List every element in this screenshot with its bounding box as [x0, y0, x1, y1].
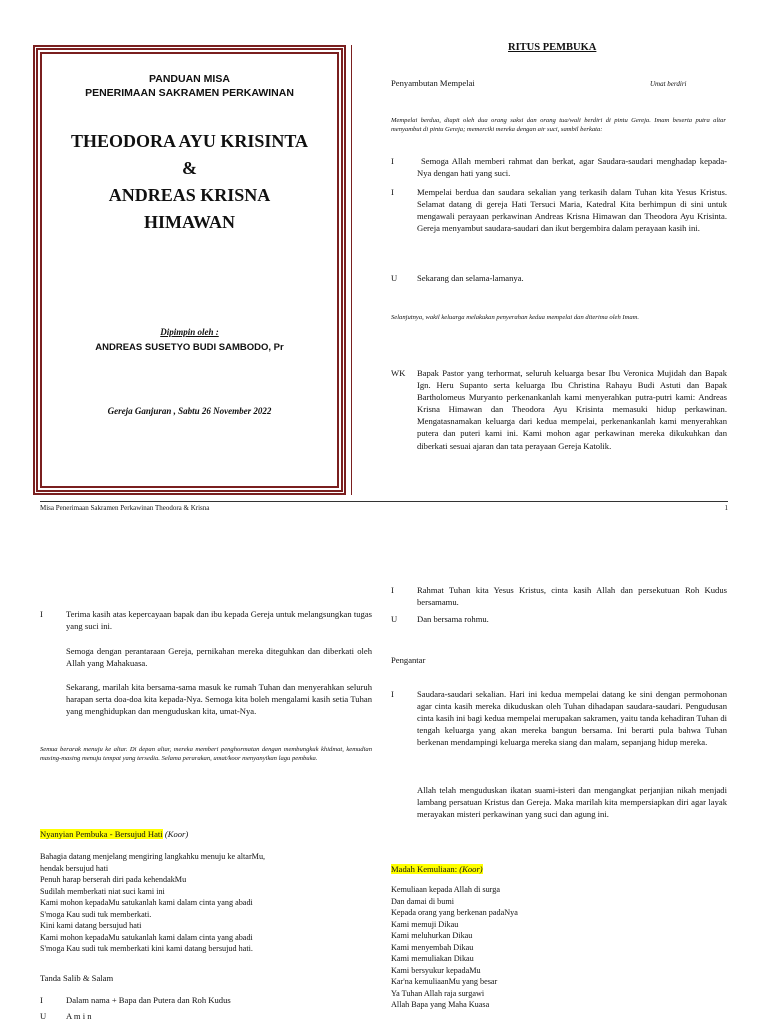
footer-page-number: 1: [724, 504, 728, 512]
rubric-welcome: Mempelai berdua, diapit oleh dua orang saksi dan orang tua/wali berdiri di pintu Gereja. Imam beserta putra altar menyambut di pintu Gereja; memerciki mereka dengan air suci, sambil berkata:: [391, 117, 726, 133]
priest-welcome-text: Mempelai berdua dan saudara sekalian yang terkasih dalam Tuhan kita Yesus Kristus. Selamat datang di gereja Hati Tersuci Maria, Katedral Kita berhimpun di sini untuk mengawali perayaan perkawinan Andreas Krisna Himawan dan Theodora Ayu Krisinta. Gereja menyambut saudara-saudari dan ikut bergembira dalam perayaan kasih ini.: [417, 187, 727, 234]
role-marker: I: [391, 585, 394, 595]
lyric-line: Kami memuji Dikau: [391, 919, 459, 929]
role-marker: I: [391, 689, 394, 699]
lyric-line: Kar'na kemuliaanMu yang besar: [391, 977, 498, 986]
church-and-date: Gereja Ganjuran , Sabtu 26 November 2022: [107, 406, 272, 416]
priest-blessing-text: Semoga Allah memberi rahmat dan berkat, agar Saudara-saudari menghadap kepada-Nya dengan hati yang suci.: [417, 156, 727, 179]
cover-guide-line-1: PANDUAN MISA: [149, 73, 230, 85]
gloria-lyrics: [391, 884, 721, 1011]
introduction-paragraph-2: Allah telah menguduskan ikatan suami-isteri dan mengangkat perjanjian nikah menjadi lambang persatuan Kristus dan Gereja. Maka marilah kita mempersiapkan diri agar layak merayakan misteri perkawinan yang suci dan agung ini.: [417, 785, 727, 820]
lyric-line: S'moga Kau sudi tuk memberkati kini kami datang bersujud hati.: [40, 944, 253, 953]
booklet-page-2: [0, 520, 768, 1024]
role-marker: I: [40, 995, 43, 1005]
priest-invitation-paragraph: Sekarang, marilah kita bersama-sama masuk ke rumah Tuhan dan menyerahkan seluruh harapan serta doa-doa kita kepada-Nya. Semoga kita boleh mengalami kasih setia Tuhan yang menghidupkan dan menguduskan kita, umat-Nya.: [66, 682, 372, 717]
choir-note: (Koor): [164, 829, 189, 839]
sign-of-cross-heading: Tanda Salib & Salam: [40, 973, 114, 983]
lyric-line: Kemuliaan kepada Allah di surga: [391, 885, 500, 894]
lyric-line: S'moga Kau sudi tuk memberkati.: [40, 909, 152, 919]
priest-blessing-paragraph: Semoga dengan perantaraan Gereja, pernikahan mereka diteguhkan dan diberkati oleh Allah yang Mahakuasa.: [66, 646, 372, 669]
lyric-line: Sudilah memberkati niat suci kami ini: [40, 886, 165, 896]
page-divider-line: [351, 45, 352, 495]
lyric-line: Kami menyembah Dikau: [391, 942, 474, 952]
role-marker: I: [391, 156, 394, 166]
lyric-line: Kepada orang yang berkenan padaNya: [391, 908, 518, 917]
rubric-procession: Semua berarak menuju ke altar. Di depan altar, mereka memberi penghormatan dengan membungkuk khidmat, kemudian masing-masing menuju tempat yang tersedia. Selama perarakan, umat/koor menyanyikan lagu pembuka.: [40, 746, 372, 762]
celebrant-name: ANDREAS SUSETYO BUDI SAMBODO, Pr: [95, 342, 284, 353]
posture-note: Umat berdiri: [650, 80, 687, 88]
introduction-heading: Pengantar: [391, 655, 426, 665]
lyric-line: Kami mohon kepadaMu satukanlah kami dalam cinta yang abadi: [40, 898, 253, 907]
lyric-line: Kini kami datang bersujud hati: [40, 921, 142, 930]
priest-thanks-text: Terima kasih atas kepercayaan bapak dan ibu kepada Gereja untuk melangsungkan tugas yang suci ini.: [66, 609, 372, 632]
ampersand: &: [182, 158, 197, 178]
lyric-line: Kami mohon kepadaMu satukanlah kami dalam cinta yang abadi: [40, 932, 253, 942]
opening-song-lyrics: [40, 851, 370, 955]
gloria-title: Madah Kemuliaan: [391, 864, 455, 874]
introduction-paragraph-1: Saudara-saudari sekalian. Hari ini kedua mempelai datang ke sini dengan permohonan agar cinta kasih mereka dikuduskan oleh Tuhan dihadapan saudara-saudari. Pengudusan cinta kasih ini bagi kedua mempelai merupakan sakramen, yaitu tanda kehadiran Tuhan di tengah keluarga yang akan mereka bangun bersama. Ini berarti pula bahwa Tuhan berkenan mendampingi keluarga mereka siang dan malam, sepanjang hidup mereka.: [417, 689, 727, 748]
lyric-line: Penuh harap berserah diri pada kehendakMu: [40, 875, 187, 884]
cover-couple-names: [38, 128, 341, 236]
celebrant-label: Dipimpin oleh :: [160, 327, 219, 337]
opening-song-heading: [40, 828, 188, 840]
footer-title: Misa Penerimaan Sakramen Perkawinan Theodora & Krisna: [40, 504, 210, 512]
lyric-line: Ya Tuhan Allah raja surgawi: [391, 988, 485, 998]
priest-greeting-text: Rahmat Tuhan kita Yesus Kristus, cinta kasih Allah dan persekutuan Roh Kudus bersamamu.: [417, 585, 727, 608]
rubric-handover: Selanjutnya, wakil keluarga melakukan penyerahan kedua mempelai dan diterima oleh Imam.: [391, 314, 640, 321]
cover-guide-title: [38, 72, 341, 100]
subsection-welcome-label: Penyambutan Mempelai: [391, 78, 475, 88]
choir-note: (Koor): [459, 864, 483, 874]
lyric-line: Kami bersyukur kepadaMu: [391, 965, 481, 975]
lyric-line: hendak bersujud hati: [40, 863, 109, 873]
role-marker: U: [391, 273, 398, 283]
gloria-title-highlight: Madah Kemuliaan: (Koor): [391, 864, 483, 874]
cover-guide-line-2: PENERIMAAN SAKRAMEN PERKAWINAN: [85, 87, 294, 99]
section-title-ritus-pembuka: RITUS PEMBUKA: [508, 42, 597, 53]
lyric-line: Bahagia datang menjelang mengiring langkahku menuju ke altarMu,: [40, 852, 266, 861]
sign-of-cross-text: Dalam nama + Bapa dan Putera dan Roh Kudus: [66, 995, 231, 1005]
lyric-line: Dan damai di bumi: [391, 896, 454, 906]
gloria-heading: [391, 863, 483, 875]
lyric-line: Kami memuliakan Dikau: [391, 954, 474, 963]
role-marker: U: [391, 614, 398, 624]
people-response-text: Sekarang dan selama-lamanya.: [417, 273, 524, 283]
cover-frame: [33, 45, 346, 495]
family-handover-text: Bapak Pastor yang terhormat, seluruh keluarga besar Ibu Veronica Mujidah dan Bapak Ign. Heru Supanto serta keluarga Ibu Christina Rahayu Budi Astuti dan Bapak Bartholomeus Muryanto perkenankanlah kami menyerahkan putra-putri kami: Andreas Krisna Himawan dan Theodora Ayu Krisinta memasuki hidup perkawinan. Mengatasnamakan keluarga dari kedua mempelai, perkenankanlah kami menyerahkan putera dan puteri kami ini. Kami mohon agar perkawinan mereka dikukuhkan dan diberkati sesuai ajaran dan tata perayaan Gereja Katolik.: [417, 368, 727, 451]
page-footer: [40, 501, 728, 512]
groom-name-line-2: HIMAWAN: [143, 212, 235, 232]
role-marker: I: [391, 187, 394, 197]
people-greeting-response: Dan bersama rohmu.: [417, 614, 489, 624]
lyric-line: Allah Bapa yang Maha Kuasa: [391, 1000, 490, 1009]
amen-response: A m i n: [66, 1011, 92, 1021]
opening-song-title: Nyanyian Pembuka - Bersujud Hati: [40, 829, 163, 839]
bride-name: THEODORA AYU KRISINTA: [70, 131, 309, 151]
role-marker: I: [40, 609, 43, 619]
role-marker: U: [40, 1011, 47, 1021]
groom-name-line-1: ANDREAS KRISNA: [108, 185, 271, 205]
lyric-line: Kami meluhurkan Dikau: [391, 931, 473, 940]
role-marker: WK: [391, 368, 406, 378]
